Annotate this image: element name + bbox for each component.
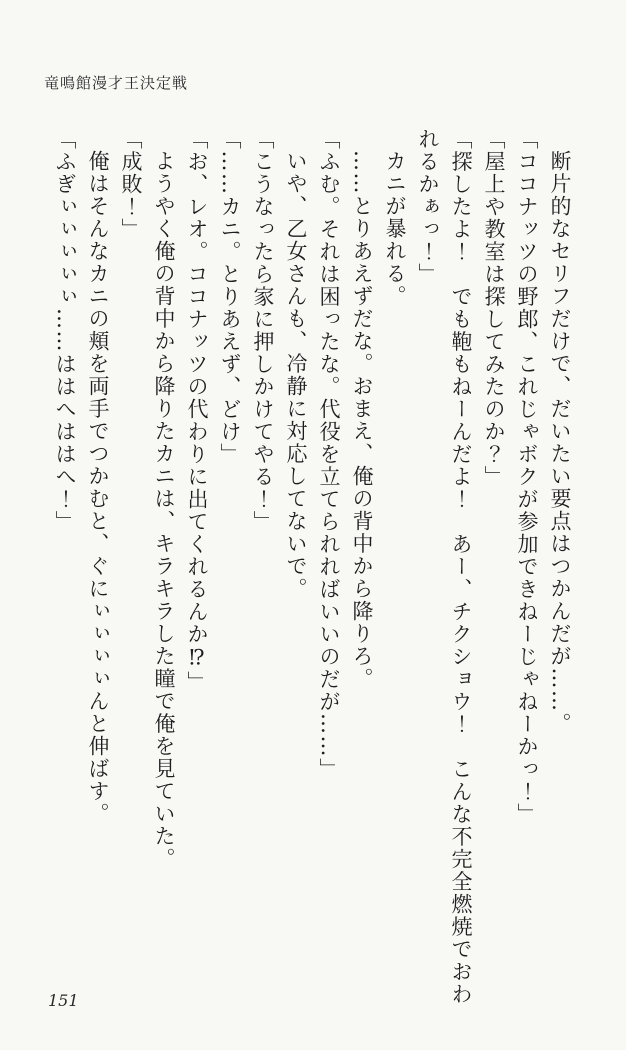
paragraph-narrative: いや、乙女さんも、冷静に対応してないで。 [284,150,308,600]
paragraph-dialogue: 「お、レオ。ココナッツの代わりに出てくれるんか⁉」 [185,128,209,694]
paragraph-dialogue: 「……カニ。とりあえず、どけ」 [218,128,242,466]
paragraph-narrative: ようやく俺の背中から降りたカニは、キラキラした瞳で俺を見ていた。 [152,150,176,870]
paragraph-narrative: 断片的なセリフだけで、だいたい要点はつかんだが……。 [548,150,572,735]
paragraph-narrative: ……とりあえずだな。おまえ、俺の背中から降りろ。 [350,150,374,690]
text-area [44,128,576,1014]
paragraph-dialogue: 「こうなったら家に押しかけてやる！」 [251,128,275,533]
paragraph-dialogue: 「探したよ！ でも鞄もねーんだよ！ あー、チクショウ！ こんな不完全燃焼でおわれるかぁっ！」 [416,128,473,1006]
paragraph-dialogue: 「成敗！」 [119,128,143,241]
paragraph-dialogue: 「屋上や教室は探してみたのか？」 [482,128,506,488]
paragraph-narrative: 俺はそんなカニの頬を両手でつかむと、ぐにぃぃぃぃんと伸ばす。 [86,150,110,825]
paragraph-dialogue: 「ふむ。それは困ったな。代役を立てられればいいのだが……」 [317,128,341,781]
paragraph-dialogue: 「ココナッツの野郎、これじゃボクが参加できねーじゃねーかっ！」 [515,128,539,826]
running-head: 竜鳴館漫才王決定戦 [44,74,189,92]
paragraph-dialogue: 「ふぎぃぃぃぃぃ……ははへははへ！」 [53,128,77,533]
paragraph-narrative: カニが暴れる。 [383,150,407,308]
page-number: 151 [48,991,79,1010]
